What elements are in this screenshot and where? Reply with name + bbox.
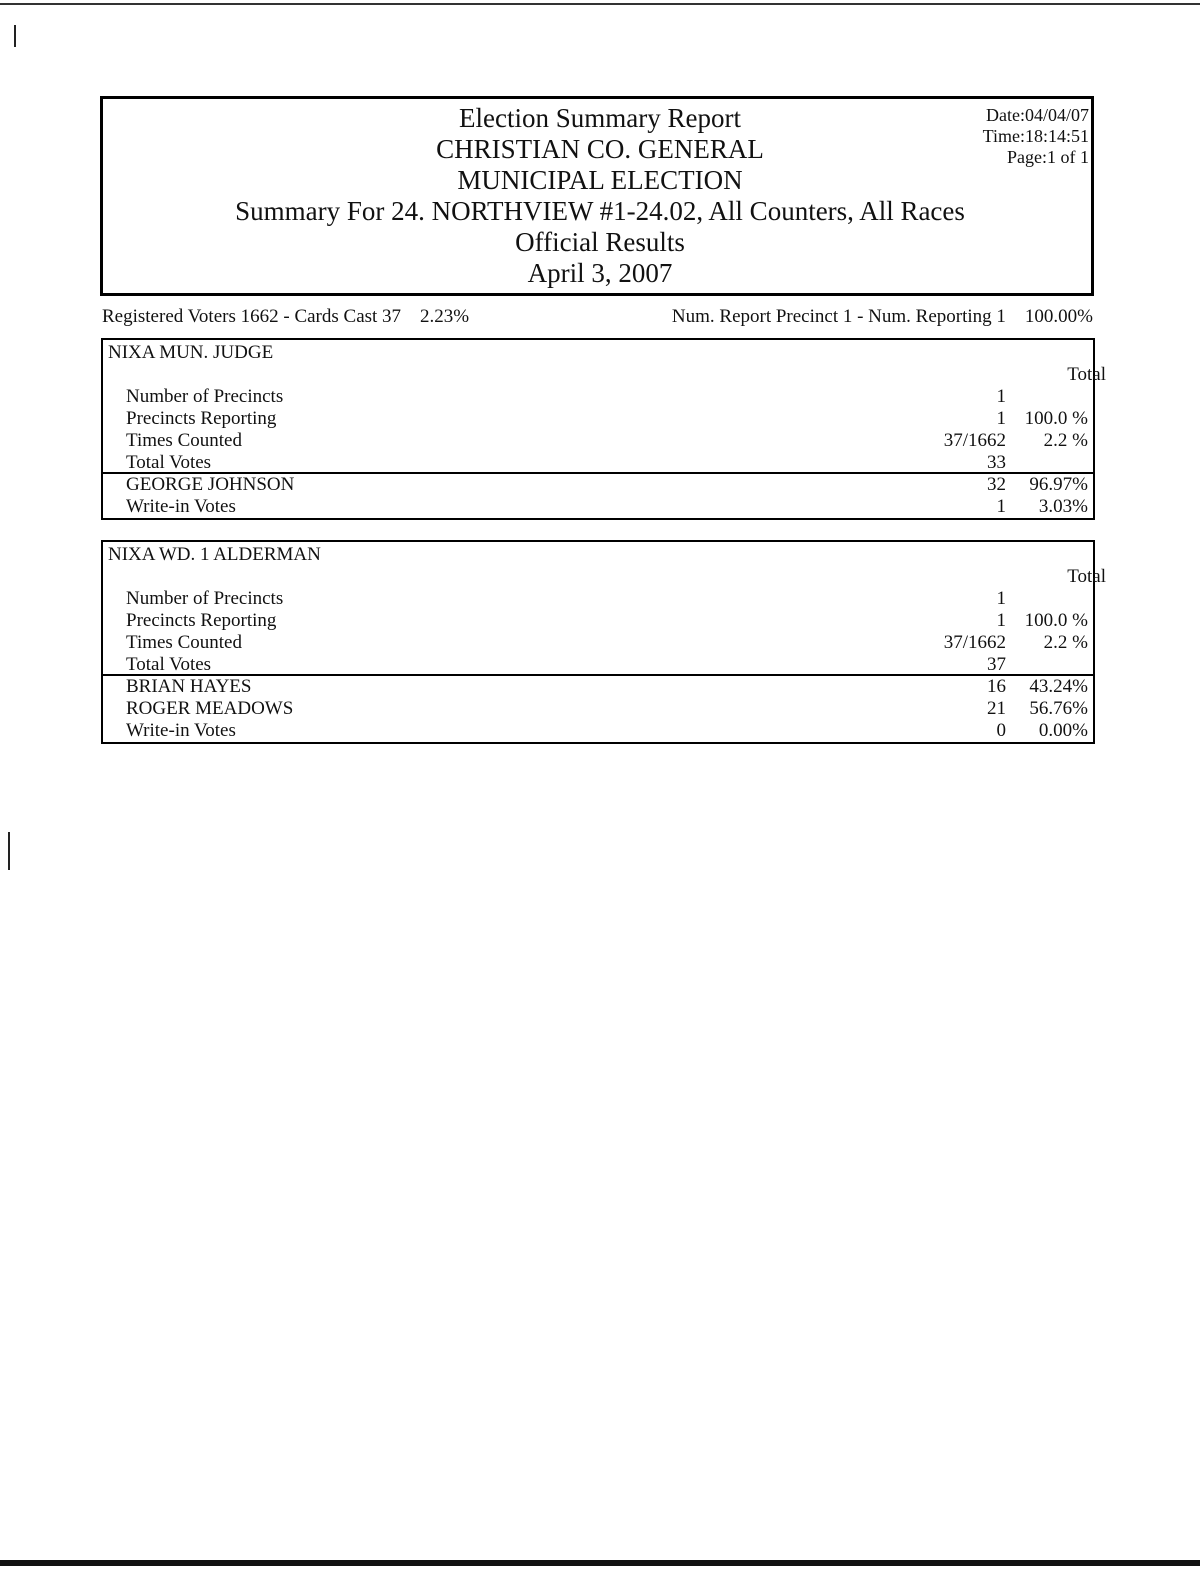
report-header [100,96,1094,296]
race-title: NIXA MUN. JUDGE [108,342,274,363]
county-name: CHRISTIAN CO. GENERAL [436,134,764,164]
stat-label: Number of Precincts [126,588,284,609]
election-date: April 3, 2007 [527,258,673,288]
results-status: Official Results [515,227,685,257]
candidate-row [103,698,1093,720]
candidate-row [103,720,1093,742]
stat-label: Total Votes [126,452,212,473]
stat-percent: 2.2 % [1043,632,1088,653]
stat-total: 1 [996,386,1006,407]
report-title: Election Summary Report [459,103,741,133]
candidate-votes: 16 [987,676,1006,697]
stat-row [103,588,1093,610]
election-name: MUNICIPAL ELECTION [457,165,743,195]
candidate-name: GEORGE JOHNSON [126,474,295,495]
candidate-votes: 21 [987,698,1006,719]
stat-label: Precincts Reporting [126,610,277,631]
report-date: Date:04/04/07 [986,105,1089,125]
stat-total: 37 [987,654,1006,675]
stat-total: 37/1662 [943,430,1006,451]
candidate-votes: 0 [996,720,1006,741]
scan-mark [8,832,10,870]
stat-percent: 2.2 % [1043,430,1088,451]
stat-label: Total Votes [126,654,212,675]
candidate-name: ROGER MEADOWS [126,698,294,719]
stat-row [103,430,1093,452]
candidate-row [103,676,1093,698]
candidate-percent: 0.00% [1038,720,1088,741]
report-time: Time:18:14:51 [982,126,1089,146]
total-column-header: Total [1067,566,1106,587]
precinct-reporting-summary: Num. Report Precinct 1 - Num. Reporting 1 100.00% [671,306,1093,327]
stat-row [103,408,1093,430]
report-title-block [103,103,1097,289]
stat-label: Times Counted [126,430,242,451]
candidate-percent: 96.97% [1029,474,1088,495]
candidate-votes: 1 [996,496,1006,517]
scan-mark [14,25,16,47]
race-title: NIXA WD. 1 ALDERMAN [108,544,321,565]
page-number: Page:1 of 1 [1007,147,1089,167]
candidate-name: Write-in Votes [126,496,236,517]
candidate-row [103,496,1093,518]
scan-top-edge [0,3,1200,5]
candidate-name: Write-in Votes [126,720,236,741]
candidate-votes: 32 [987,474,1006,495]
summary-scope: Summary For 24. NORTHVIEW #1-24.02, All Counters, All Races [235,196,965,226]
stat-row [103,654,1093,676]
report-meta [983,105,1089,168]
stat-total: 33 [987,452,1006,473]
stat-row [103,632,1093,654]
stat-label: Precincts Reporting [126,408,277,429]
scan-bottom-edge [0,1560,1200,1566]
candidate-row [103,474,1093,496]
stat-percent: 100.0 % [1024,610,1088,631]
stat-total: 37/1662 [943,632,1006,653]
candidate-name: BRIAN HAYES [126,676,252,697]
race-section [101,540,1106,744]
stat-label: Times Counted [126,632,242,653]
registered-voters-summary: Registered Voters 1662 - Cards Cast 37 2.23% [102,306,470,327]
stat-total: 1 [996,408,1006,429]
race-section [101,338,1106,520]
stat-row [103,452,1093,474]
total-column-header: Total [1067,364,1106,385]
candidate-percent: 43.24% [1029,676,1088,697]
stat-label: Number of Precincts [126,386,284,407]
stat-row [103,386,1093,408]
candidate-percent: 3.03% [1038,496,1088,517]
stat-row [103,610,1093,632]
stat-total: 1 [996,610,1006,631]
stat-total: 1 [996,588,1006,609]
stat-percent: 100.0 % [1024,408,1088,429]
candidate-percent: 56.76% [1029,698,1088,719]
